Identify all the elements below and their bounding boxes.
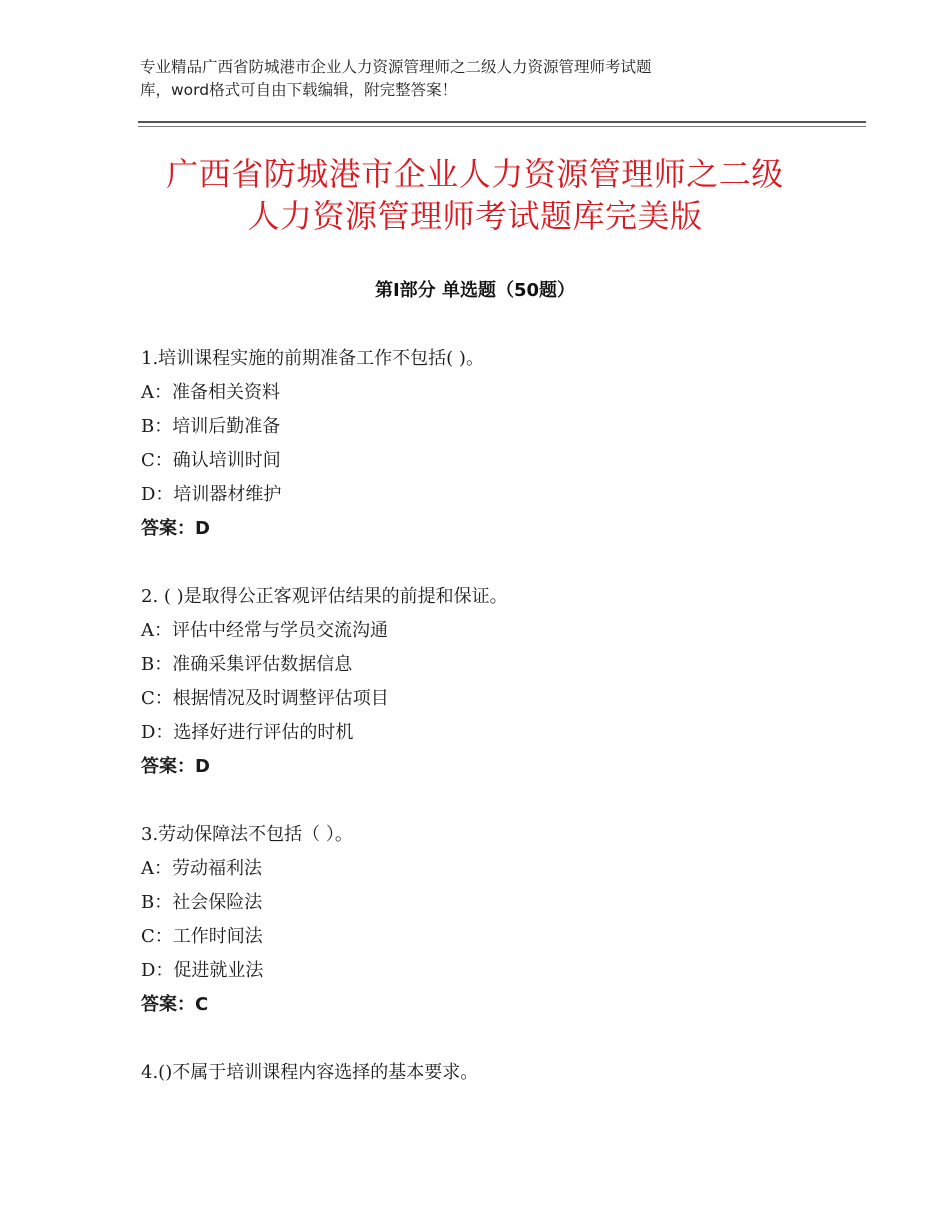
- answer-key: 答案：C: [141, 994, 209, 1015]
- question-4: [141, 1056, 861, 1090]
- option-d: D：促进就业法: [141, 960, 264, 981]
- option-d: D：培训器材维护: [141, 484, 282, 505]
- header-note-line-1: 专业精品广西省防城港市企业人力资源管理师之二级人力资源管理师考试题: [140, 58, 652, 76]
- question-3: [141, 818, 861, 1022]
- question-2: [141, 580, 861, 784]
- document-title: [100, 153, 850, 237]
- question-list: [141, 342, 861, 1124]
- option-c: C：工作时间法: [141, 926, 263, 947]
- question-stem: 3.劳动保障法不包括（ ）。: [141, 824, 353, 845]
- option-a: A：准备相关资料: [141, 382, 280, 403]
- option-c: C：确认培训时间: [141, 450, 281, 471]
- document-title-line-2: 人力资源管理师考试题库完美版: [247, 197, 703, 235]
- header-divider-thick: [138, 121, 866, 123]
- header-note-line-2: 库，word格式可自由下载编辑，附完整答案！: [140, 81, 458, 99]
- question-stem: 1.培训课程实施的前期准备工作不包括( )。: [141, 348, 484, 369]
- question-stem: 4.()不属于培训课程内容选择的基本要求。: [141, 1062, 479, 1083]
- option-a: A：劳动福利法: [141, 858, 262, 879]
- section-title: 第Ⅰ部分 单选题（50题）: [374, 280, 575, 301]
- answer-key: 答案：D: [141, 756, 210, 777]
- answer-key: 答案：D: [141, 518, 210, 539]
- option-d: D：选择好进行评估的时机: [141, 722, 354, 743]
- option-b: B：社会保险法: [141, 892, 263, 913]
- option-b: B：准确采集评估数据信息: [141, 654, 353, 675]
- option-c: C：根据情况及时调整评估项目: [141, 688, 389, 709]
- header-divider-thin: [138, 126, 866, 127]
- header-note: [140, 56, 780, 102]
- question-stem: 2. ( )是取得公正客观评估结果的前提和保证。: [141, 586, 508, 607]
- question-1: [141, 342, 861, 546]
- option-a: A：评估中经常与学员交流沟通: [141, 620, 388, 641]
- document-title-line-1: 广西省防城港市企业人力资源管理师之二级: [166, 155, 784, 193]
- option-b: B：培训后勤准备: [141, 416, 281, 437]
